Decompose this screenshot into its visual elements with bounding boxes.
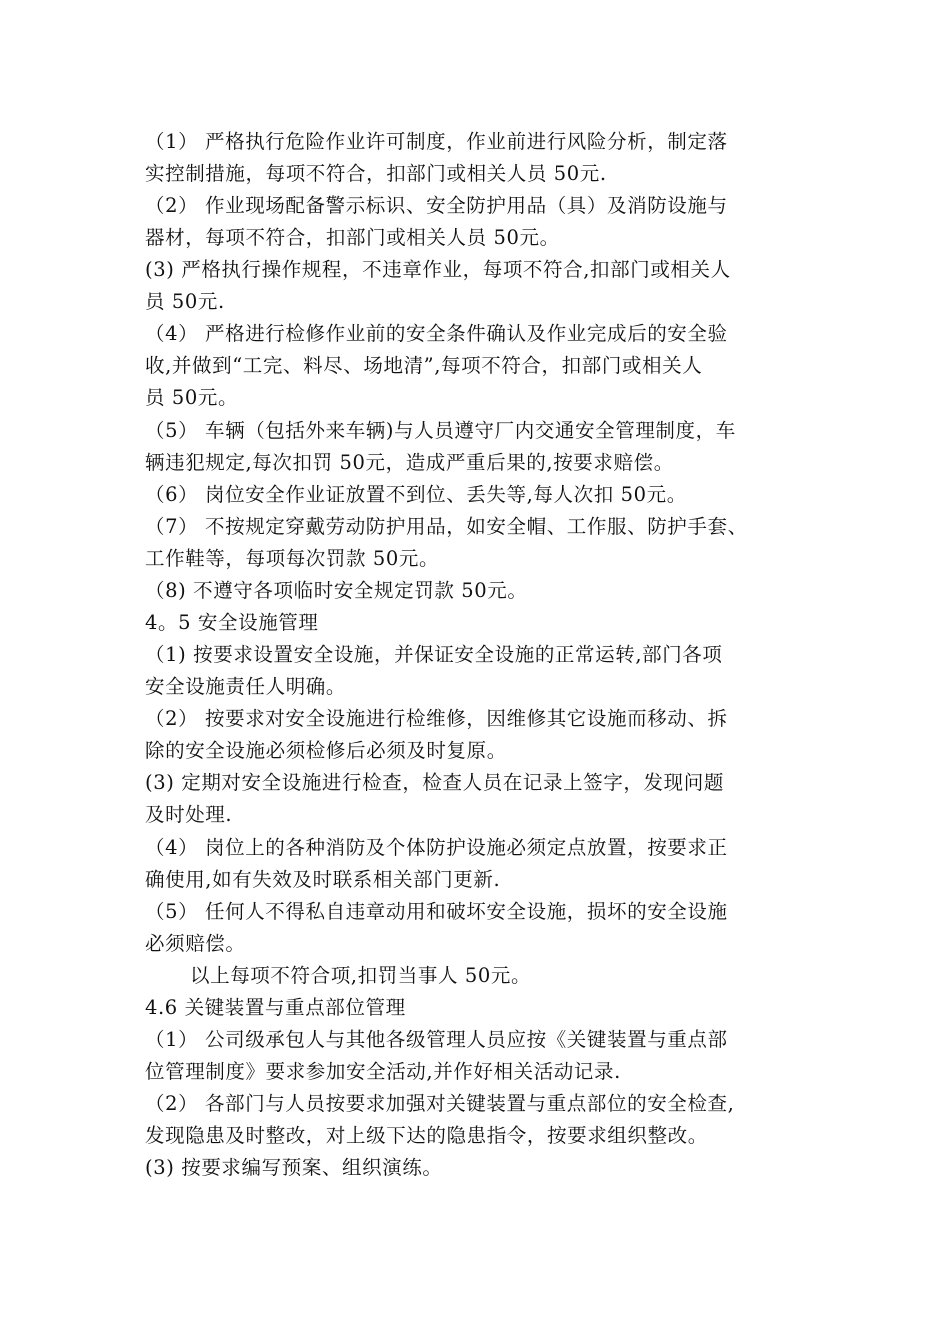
- text-line: （7） 不按规定穿戴劳动防护用品，如安全帽、工作服、防护手套、: [145, 515, 748, 538]
- text-line: 收,并做到“工完、料尽、场地清”,每项不符合，扣部门或相关人: [145, 354, 703, 377]
- text-line: (3) 按要求编写预案、组织演练。: [145, 1156, 443, 1179]
- text-line: (3) 定期对安全设施进行检查，检查人员在记录上签字，发现问题: [145, 771, 724, 794]
- text-line: 辆违犯规定,每次扣罚 50元，造成严重后果的,按要求赔偿。: [145, 451, 674, 474]
- text-line: 必须赔偿。: [145, 932, 246, 955]
- text-line: （1) 按要求设置安全设施，并保证安全设施的正常运转,部门各项: [145, 643, 723, 666]
- text-line: 确使用,如有失效及时联系相关部门更新.: [145, 868, 501, 891]
- section-heading: 4.6 关键装置与重点部位管理: [145, 996, 406, 1019]
- section-heading: 4。5 安全设施管理: [145, 611, 319, 634]
- text-line: （1） 公司级承包人与其他各级管理人员应按《关键装置与重点部: [145, 1028, 728, 1051]
- text-line: 员 50元。: [145, 386, 239, 409]
- summary-line: 以上每项不符合项,扣罚当事人 50元。: [190, 964, 532, 987]
- text-line: (3) 严格执行操作规程，不违章作业，每项不符合,扣部门或相关人: [145, 258, 731, 281]
- text-line: （1） 严格执行危险作业许可制度，作业前进行风险分析，制定落: [145, 130, 728, 153]
- text-line: （4） 严格进行检修作业前的安全条件确认及作业完成后的安全验: [145, 322, 728, 345]
- text-line: 及时处理.: [145, 803, 233, 826]
- text-line: 员 50元.: [145, 290, 225, 313]
- text-line: 位管理制度》要求参加安全活动,并作好相关活动记录.: [145, 1060, 621, 1083]
- text-line: （6） 岗位安全作业证放置不到位、丢失等,每人次扣 50元。: [145, 483, 687, 506]
- text-line: 器材，每项不符合，扣部门或相关人员 50元。: [145, 226, 560, 249]
- text-line: 工作鞋等，每项每次罚款 50元。: [145, 547, 440, 570]
- text-line: （5） 车辆（包括外来车辆)与人员遵守厂内交通安全管理制度，车: [145, 419, 736, 442]
- text-line: 发现隐患及时整改，对上级下达的隐患指令，按要求组织整改。: [145, 1124, 708, 1147]
- text-line: （2） 各部门与人员按要求加强对关键装置与重点部位的安全检查,: [145, 1092, 735, 1115]
- text-line: （4） 岗位上的各种消防及个体防护设施必须定点放置，按要求正: [145, 836, 728, 859]
- text-line: （8) 不遵守各项临时安全规定罚款 50元。: [145, 579, 528, 602]
- text-line: （5） 任何人不得私自违章动用和破坏安全设施，损坏的安全设施: [145, 900, 728, 923]
- text-line: 实控制措施，每项不符合，扣部门或相关人员 50元.: [145, 162, 607, 185]
- text-line: （2） 按要求对安全设施进行检维修，因维修其它设施而移动、拆: [145, 707, 728, 730]
- text-line: 除的安全设施必须检修后必须及时复原。: [145, 739, 507, 762]
- text-line: 安全设施责任人明确。: [145, 675, 347, 698]
- text-line: （2） 作业现场配备警示标识、安全防护用品（具）及消防设施与: [145, 194, 728, 217]
